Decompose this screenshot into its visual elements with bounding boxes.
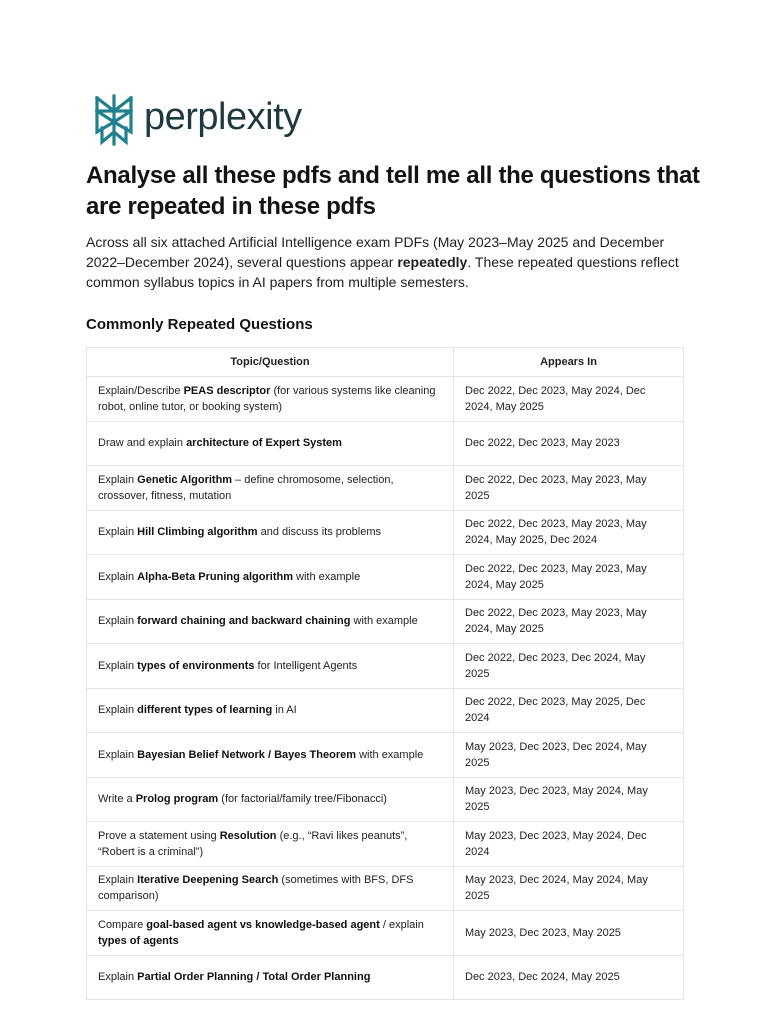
question-cell xyxy=(87,866,454,911)
question-cell xyxy=(87,510,454,555)
question-text: for Intelligent Agents xyxy=(254,659,358,672)
perplexity-logo-icon xyxy=(93,94,135,146)
question-keyword: types of environments xyxy=(137,659,255,672)
table-row xyxy=(87,911,684,956)
appears-in-cell: Dec 2022, Dec 2023, May 2023 xyxy=(454,421,684,466)
table-row xyxy=(87,555,684,600)
question-keyword: different types of learning xyxy=(137,704,273,717)
question-cell xyxy=(87,555,454,600)
question-text: with example xyxy=(292,570,361,583)
table-row xyxy=(87,599,684,644)
question-text: with example xyxy=(350,615,418,628)
question-cell xyxy=(87,911,454,956)
table-row xyxy=(87,510,684,555)
question-text: Explain xyxy=(98,570,138,583)
question-text: with example xyxy=(356,748,424,761)
question-keyword: Prolog program xyxy=(135,793,219,806)
question-cell xyxy=(87,599,454,644)
question-cell xyxy=(87,777,454,822)
question-text: Draw and explain xyxy=(98,437,187,450)
question-text: Explain xyxy=(98,659,138,672)
question-text: Explain xyxy=(98,526,138,539)
question-text: Explain xyxy=(98,874,138,887)
appears-in-cell: Dec 2023, Dec 2024, May 2025 xyxy=(454,955,684,1000)
question-cell xyxy=(87,955,454,1000)
question-text: (sometimes with BFS, DFS comparison) xyxy=(98,874,414,903)
appears-in-cell: Dec 2022, Dec 2023, May 2023, May 2025 xyxy=(454,466,684,511)
table-row xyxy=(87,644,684,689)
question-keyword: Bayesian Belief Network / Bayes Theorem xyxy=(137,748,357,761)
question-text: Compare xyxy=(98,918,147,931)
question-keyword: PEAS descriptor xyxy=(183,384,271,397)
question-cell xyxy=(87,466,454,511)
table-header-row xyxy=(87,348,684,377)
question-cell xyxy=(87,688,454,733)
table-row xyxy=(87,688,684,733)
question-cell xyxy=(87,822,454,867)
table-row xyxy=(87,777,684,822)
section-heading: Commonly Repeated Questions xyxy=(86,316,313,333)
question-keyword: architecture of Expert System xyxy=(186,437,342,450)
table-row xyxy=(87,421,684,466)
question-text: (e.g., “Ravi likes peanuts”, “Robert is a criminal”) xyxy=(98,829,408,858)
question-text: and discuss its problems xyxy=(257,526,382,539)
question-text: Explain xyxy=(98,704,138,717)
question-text: / explain xyxy=(379,918,424,931)
question-keyword: goal-based agent vs knowledge-based agent xyxy=(146,918,380,931)
question-text: Prove a statement using xyxy=(98,829,220,842)
question-keyword: forward chaining and backward chaining xyxy=(137,615,351,628)
table-row xyxy=(87,955,684,1000)
repeated-questions-table xyxy=(86,347,684,1000)
question-keyword: Iterative Deepening Search xyxy=(137,874,279,887)
appears-in-cell: Dec 2022, Dec 2023, May 2025, Dec 2024 xyxy=(454,688,684,733)
question-text: Explain xyxy=(98,473,138,486)
table-row xyxy=(87,822,684,867)
brand-logo xyxy=(93,94,302,146)
appears-in-cell: May 2023, Dec 2024, May 2024, May 2025 xyxy=(454,866,684,911)
question-text: Write a xyxy=(98,793,136,806)
brand-wordmark: perplexity xyxy=(144,96,302,138)
question-text: (for factorial/family tree/Fibonacci) xyxy=(218,793,387,806)
table-row xyxy=(87,866,684,911)
page-title: Analyse all these pdfs and tell me all the questions that are repeated in these pdfs xyxy=(86,162,700,220)
question-text: in AI xyxy=(272,704,297,717)
appears-in-cell: May 2023, Dec 2023, May 2024, May 2025 xyxy=(454,777,684,822)
question-keyword: types of agents xyxy=(98,934,179,947)
intro-after: . These repeated questions reflect common syllabus topics in AI papers from multiple semesters. xyxy=(86,254,679,290)
question-keyword: Resolution xyxy=(219,829,277,842)
appears-in-cell: May 2023, Dec 2023, Dec 2024, May 2025 xyxy=(454,733,684,778)
question-cell xyxy=(87,421,454,466)
header-appears-in: Appears In xyxy=(454,348,684,377)
table-row xyxy=(87,466,684,511)
intro-paragraph xyxy=(86,232,686,292)
question-text: (for various systems like cleaning robot, online tutor, or booking system) xyxy=(98,384,436,413)
appears-in-cell: May 2023, Dec 2023, May 2025 xyxy=(454,911,684,956)
intro-before: Across all six attached Artificial Intelligence exam PDFs (May 2023–May 2025 and December 2022–December 2024), several questions appear xyxy=(86,234,665,270)
intro-bold: repeatedly xyxy=(397,254,468,270)
question-text: Explain xyxy=(98,615,138,628)
header-topic: Topic/Question xyxy=(87,348,454,377)
question-cell xyxy=(87,733,454,778)
appears-in-cell: May 2023, Dec 2023, May 2024, Dec 2024 xyxy=(454,822,684,867)
appears-in-cell: Dec 2022, Dec 2023, May 2023, May 2024, May 2025, Dec 2024 xyxy=(454,510,684,555)
question-keyword: Partial Order Planning / Total Order Planning xyxy=(137,971,371,984)
question-keyword: Genetic Algorithm xyxy=(137,473,233,486)
appears-in-cell: Dec 2022, Dec 2023, May 2023, May 2024, May 2025 xyxy=(454,555,684,600)
question-keyword: Alpha-Beta Pruning algorithm xyxy=(137,570,293,583)
question-text: Explain xyxy=(98,748,138,761)
table-row xyxy=(87,377,684,422)
question-text: – define chromosome, selection, crossover, fitness, mutation xyxy=(98,473,394,502)
table-body xyxy=(87,377,684,1000)
question-keyword: Hill Climbing algorithm xyxy=(137,526,258,539)
appears-in-cell: Dec 2022, Dec 2023, May 2023, May 2024, May 2025 xyxy=(454,599,684,644)
appears-in-cell: Dec 2022, Dec 2023, May 2024, Dec 2024, May 2025 xyxy=(454,377,684,422)
question-text: Explain/Describe xyxy=(98,384,184,397)
table-row xyxy=(87,733,684,778)
question-cell xyxy=(87,377,454,422)
appears-in-cell: Dec 2022, Dec 2023, Dec 2024, May 2025 xyxy=(454,644,684,689)
question-text: Explain xyxy=(98,971,138,984)
question-cell xyxy=(87,644,454,689)
